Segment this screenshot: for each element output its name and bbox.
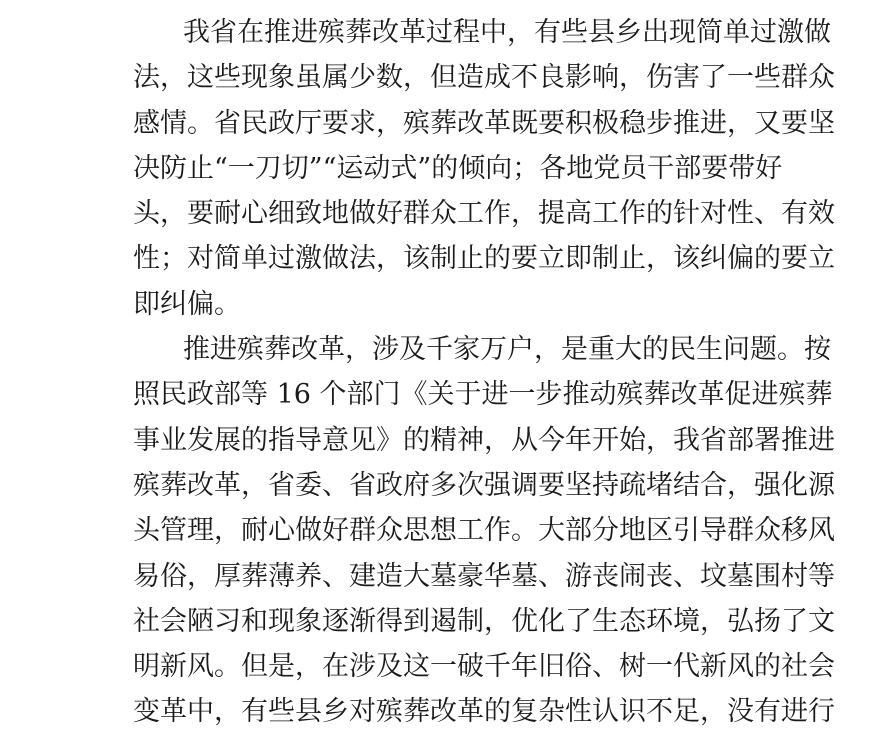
paragraph-2-line-9: 变革中，有些县乡对殡葬改革的复杂性认识不足，没有进行 [133, 696, 835, 728]
paragraph-1-line-1: 我省在推进殡葬改革过程中，有些县乡出现简单过激做 [183, 17, 831, 48]
paragraph-2-line-7: 社会陋习和现象逐渐得到遏制，优化了生态环境，弘扬了文 [133, 605, 835, 637]
paragraph-1-line-2: 法，这些现象虽属少数，但造成不良影响，伤害了一些群众 [133, 62, 835, 94]
paragraph-2-line-3: 事业发展的指导意见》的精神，从今年开始，我省部署推进 [133, 424, 835, 456]
paragraph-1-line-7: 即纠偏。 [133, 288, 241, 320]
paragraph-1-line-4: 决防止“一刀切”“运动式”的倾向；各地党员干部要带好 [133, 152, 783, 184]
paragraph-2-line-6: 易俗，厚葬薄养、建造大墓豪华墓、游丧闹丧、坟墓围村等 [133, 560, 835, 592]
paragraph-2-line-1: 推进殡葬改革，涉及千家万户，是重大的民生问题。按 [183, 334, 831, 366]
paragraph-2-line-2: 照民政部等 16 个部门《关于进一步推动殡葬改革促进殡葬 [133, 379, 833, 411]
paragraph-1-line-3: 感情。省民政厅要求，殡葬改革既要积极稳步推进，又要坚 [133, 107, 835, 139]
document-body [133, 10, 835, 735]
paragraph-2-line-4: 殡葬改革，省委、省政府多次强调要坚持疏堵结合，强化源 [133, 469, 835, 501]
paragraph-2-line-5: 头管理，耐心做好群众思想工作。大部分地区引导群众移风 [133, 515, 835, 547]
paragraph-1-line-6: 性；对简单过激做法，该制止的要立即制止，该纠偏的要立 [133, 243, 835, 275]
paragraph-1-line-5: 头，要耐心细致地做好群众工作，提高工作的针对性、有效 [133, 198, 835, 230]
paragraph-2-line-8: 明新风。但是，在涉及这一破千年旧俗、树一代新风的社会 [133, 651, 835, 683]
